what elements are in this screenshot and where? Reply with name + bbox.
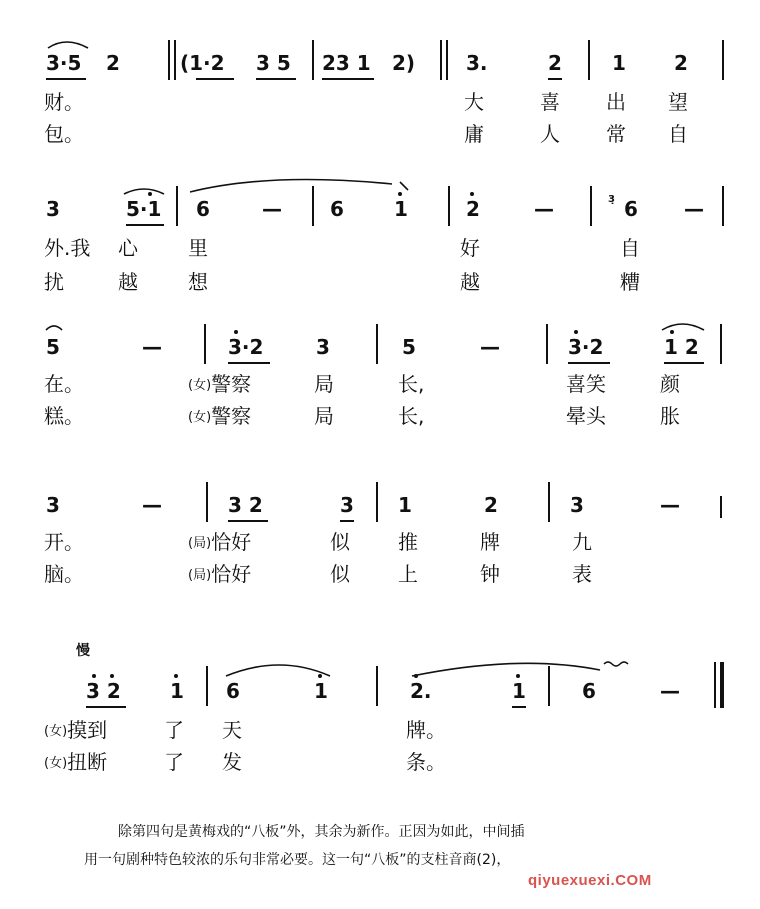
note: 1 2 bbox=[664, 335, 699, 359]
note: 1 bbox=[398, 493, 412, 517]
lyric: 开。 bbox=[44, 530, 84, 554]
lyric: 越 bbox=[118, 270, 138, 294]
note: 3 bbox=[46, 493, 60, 517]
note: 6 bbox=[330, 197, 344, 221]
note: — bbox=[660, 493, 680, 517]
note: 3 2 bbox=[86, 679, 121, 703]
lyric: 望 bbox=[668, 90, 688, 114]
note: 3. bbox=[466, 51, 488, 75]
bar-line bbox=[376, 482, 378, 522]
high-octave-dot bbox=[148, 192, 152, 196]
bar-line bbox=[206, 482, 208, 522]
caption-line-2: 用一句剧种特色较浓的乐句非常必要。这一句“八板”的支柱音商(2)， bbox=[84, 852, 511, 868]
lyric: 心 bbox=[118, 236, 138, 260]
high-octave-dot bbox=[414, 674, 418, 678]
lyric: 发 bbox=[222, 750, 242, 774]
note: 3 2 bbox=[228, 493, 263, 517]
lyric: 外.我 bbox=[44, 236, 91, 260]
bar-line bbox=[440, 40, 442, 80]
underline bbox=[126, 224, 164, 226]
note: — bbox=[142, 493, 162, 517]
note: 3 bbox=[570, 493, 584, 517]
bar-line bbox=[312, 186, 314, 226]
lyric: 钟 bbox=[480, 562, 500, 586]
lyric-with-role: (局)恰好 bbox=[188, 530, 252, 554]
high-octave-dot bbox=[110, 674, 114, 678]
bar-line bbox=[376, 666, 378, 706]
note: 6 bbox=[226, 679, 240, 703]
note: 6 bbox=[196, 197, 210, 221]
watermark: qiyuexuexi.COM bbox=[528, 872, 652, 889]
lyric: 大 bbox=[464, 90, 484, 114]
high-octave-dot bbox=[470, 192, 474, 196]
underline bbox=[228, 520, 268, 522]
note: 3 5 bbox=[256, 51, 291, 75]
high-octave-dot bbox=[574, 330, 578, 334]
lyric: 财。 bbox=[44, 90, 84, 114]
lyric: 人 bbox=[540, 122, 560, 146]
underline bbox=[340, 520, 354, 522]
bar-line bbox=[448, 186, 450, 226]
lyric-with-role: (女)警察 bbox=[188, 404, 252, 428]
note: — bbox=[262, 197, 282, 221]
note: 3·2 bbox=[568, 335, 604, 359]
bar-line bbox=[722, 40, 724, 80]
lyric: 晕头 bbox=[566, 404, 606, 428]
note: — bbox=[660, 679, 680, 703]
tie bbox=[124, 189, 164, 194]
bar-line bbox=[206, 666, 208, 706]
lyric: 糕。 bbox=[44, 404, 84, 428]
bar-line bbox=[204, 324, 206, 364]
lyric: 好 bbox=[460, 236, 480, 260]
note: 2 bbox=[674, 51, 688, 75]
note: 5 bbox=[46, 335, 60, 359]
lyric: 推 bbox=[398, 530, 418, 554]
note: 3 bbox=[340, 493, 354, 517]
bar-line bbox=[720, 496, 722, 518]
note: 3 bbox=[46, 197, 60, 221]
role-label: (女) bbox=[44, 724, 68, 739]
underline bbox=[548, 78, 562, 80]
lyric: 长, bbox=[398, 372, 425, 396]
high-octave-dot bbox=[234, 330, 238, 334]
bar-line bbox=[722, 186, 724, 226]
note: 5 bbox=[402, 335, 416, 359]
lyric: 了 bbox=[164, 750, 184, 774]
bar-line bbox=[588, 40, 590, 80]
note: 3 bbox=[316, 335, 330, 359]
note: 23 1 bbox=[322, 51, 371, 75]
note: — bbox=[684, 197, 704, 221]
high-octave-dot bbox=[174, 674, 178, 678]
underline bbox=[664, 362, 704, 364]
note: 2) bbox=[392, 51, 416, 75]
note: — bbox=[142, 335, 162, 359]
final-bar-thick bbox=[720, 662, 724, 708]
note: (1·2 bbox=[180, 51, 225, 75]
bar-line bbox=[720, 324, 722, 364]
note: 1 bbox=[394, 197, 408, 221]
role-label: (局) bbox=[188, 568, 212, 583]
note: 1 bbox=[170, 679, 184, 703]
lyric: 自 bbox=[668, 122, 688, 146]
lyric: 常 bbox=[606, 122, 626, 146]
tempo-marking: 慢 bbox=[76, 643, 90, 659]
lyric: 喜笑 bbox=[566, 372, 606, 396]
lyric: 糟 bbox=[620, 270, 640, 294]
lyric: 脑。 bbox=[44, 562, 84, 586]
underline bbox=[568, 362, 610, 364]
note: 5·1 bbox=[126, 197, 162, 221]
lyric: 条。 bbox=[406, 750, 446, 774]
note: 6 bbox=[582, 679, 596, 703]
lyric: 局 bbox=[314, 404, 334, 428]
underline bbox=[512, 706, 526, 708]
lyric: 牌 bbox=[480, 530, 500, 554]
tie bbox=[190, 180, 392, 193]
tie bbox=[400, 182, 408, 190]
note: — bbox=[480, 335, 500, 359]
note: 1 bbox=[612, 51, 626, 75]
underline bbox=[322, 78, 374, 80]
tie bbox=[412, 663, 600, 676]
lyric: 在。 bbox=[44, 372, 84, 396]
bar-line bbox=[548, 482, 550, 522]
lyric: 包。 bbox=[44, 122, 84, 146]
note: 2 bbox=[466, 197, 480, 221]
lyric: 胀 bbox=[660, 404, 680, 428]
lyric-with-role: (女)扭断 bbox=[44, 750, 108, 774]
lyric-with-role: (女)摸到 bbox=[44, 718, 108, 742]
bar-line bbox=[312, 40, 314, 80]
lyric: 表 bbox=[572, 562, 592, 586]
bar-line bbox=[548, 666, 550, 706]
lyric: 似 bbox=[330, 530, 350, 554]
final-bar-thin bbox=[714, 662, 716, 708]
high-octave-dot bbox=[516, 674, 520, 678]
lyric: 出 bbox=[606, 90, 626, 114]
bar-line bbox=[546, 324, 548, 364]
underline bbox=[196, 78, 234, 80]
trill bbox=[604, 662, 628, 666]
grace-note: 3̣ bbox=[608, 194, 615, 205]
underline bbox=[86, 706, 126, 708]
high-octave-dot bbox=[92, 674, 96, 678]
role-label: (局) bbox=[188, 536, 212, 551]
lyric: 自 bbox=[620, 236, 640, 260]
lyric: 越 bbox=[460, 270, 480, 294]
bar-line bbox=[168, 40, 170, 80]
note: 1 bbox=[314, 679, 328, 703]
lyric: 九 bbox=[572, 530, 592, 554]
note: 6 bbox=[624, 197, 638, 221]
lyric-with-role: (女)警察 bbox=[188, 372, 252, 396]
bar-line bbox=[176, 186, 178, 226]
tie bbox=[662, 324, 704, 330]
note: 3·5 bbox=[46, 51, 82, 75]
note: 2 bbox=[548, 51, 562, 75]
bar-line bbox=[446, 40, 448, 80]
note: — bbox=[534, 197, 554, 221]
underline bbox=[256, 78, 296, 80]
underline bbox=[228, 362, 270, 364]
note: 1 bbox=[512, 679, 526, 703]
lyric: 局 bbox=[314, 372, 334, 396]
lyric: 想 bbox=[188, 270, 208, 294]
bar-line bbox=[376, 324, 378, 364]
note: 3·2 bbox=[228, 335, 264, 359]
lyric: 扰 bbox=[44, 270, 64, 294]
caption-line-1: 除第四句是黄梅戏的“八板”外，其余为新作。正因为如此，中间插 bbox=[118, 824, 525, 840]
high-octave-dot bbox=[670, 330, 674, 334]
note: 2 bbox=[106, 51, 120, 75]
lyric: 喜 bbox=[540, 90, 560, 114]
bar-line bbox=[590, 186, 592, 226]
lyric: 颜 bbox=[660, 372, 680, 396]
role-label: (女) bbox=[188, 410, 212, 425]
lyric: 天 bbox=[222, 718, 242, 742]
tie bbox=[226, 665, 330, 676]
note: 2 bbox=[484, 493, 498, 517]
lyric: 了 bbox=[164, 718, 184, 742]
lyric: 上 bbox=[398, 562, 418, 586]
high-octave-dot bbox=[398, 192, 402, 196]
bar-line bbox=[174, 40, 176, 80]
lyric: 似 bbox=[330, 562, 350, 586]
lyric-with-role: (局)恰好 bbox=[188, 562, 252, 586]
lyric: 庸 bbox=[464, 122, 484, 146]
fermata bbox=[46, 326, 62, 330]
role-label: (女) bbox=[44, 756, 68, 771]
role-label: (女) bbox=[188, 378, 212, 393]
high-octave-dot bbox=[318, 674, 322, 678]
note: 2. bbox=[410, 679, 432, 703]
lyric: 里 bbox=[188, 236, 208, 260]
lyric: 牌。 bbox=[406, 718, 446, 742]
underline bbox=[46, 78, 86, 80]
tie bbox=[48, 42, 88, 48]
lyric: 长, bbox=[398, 404, 425, 428]
